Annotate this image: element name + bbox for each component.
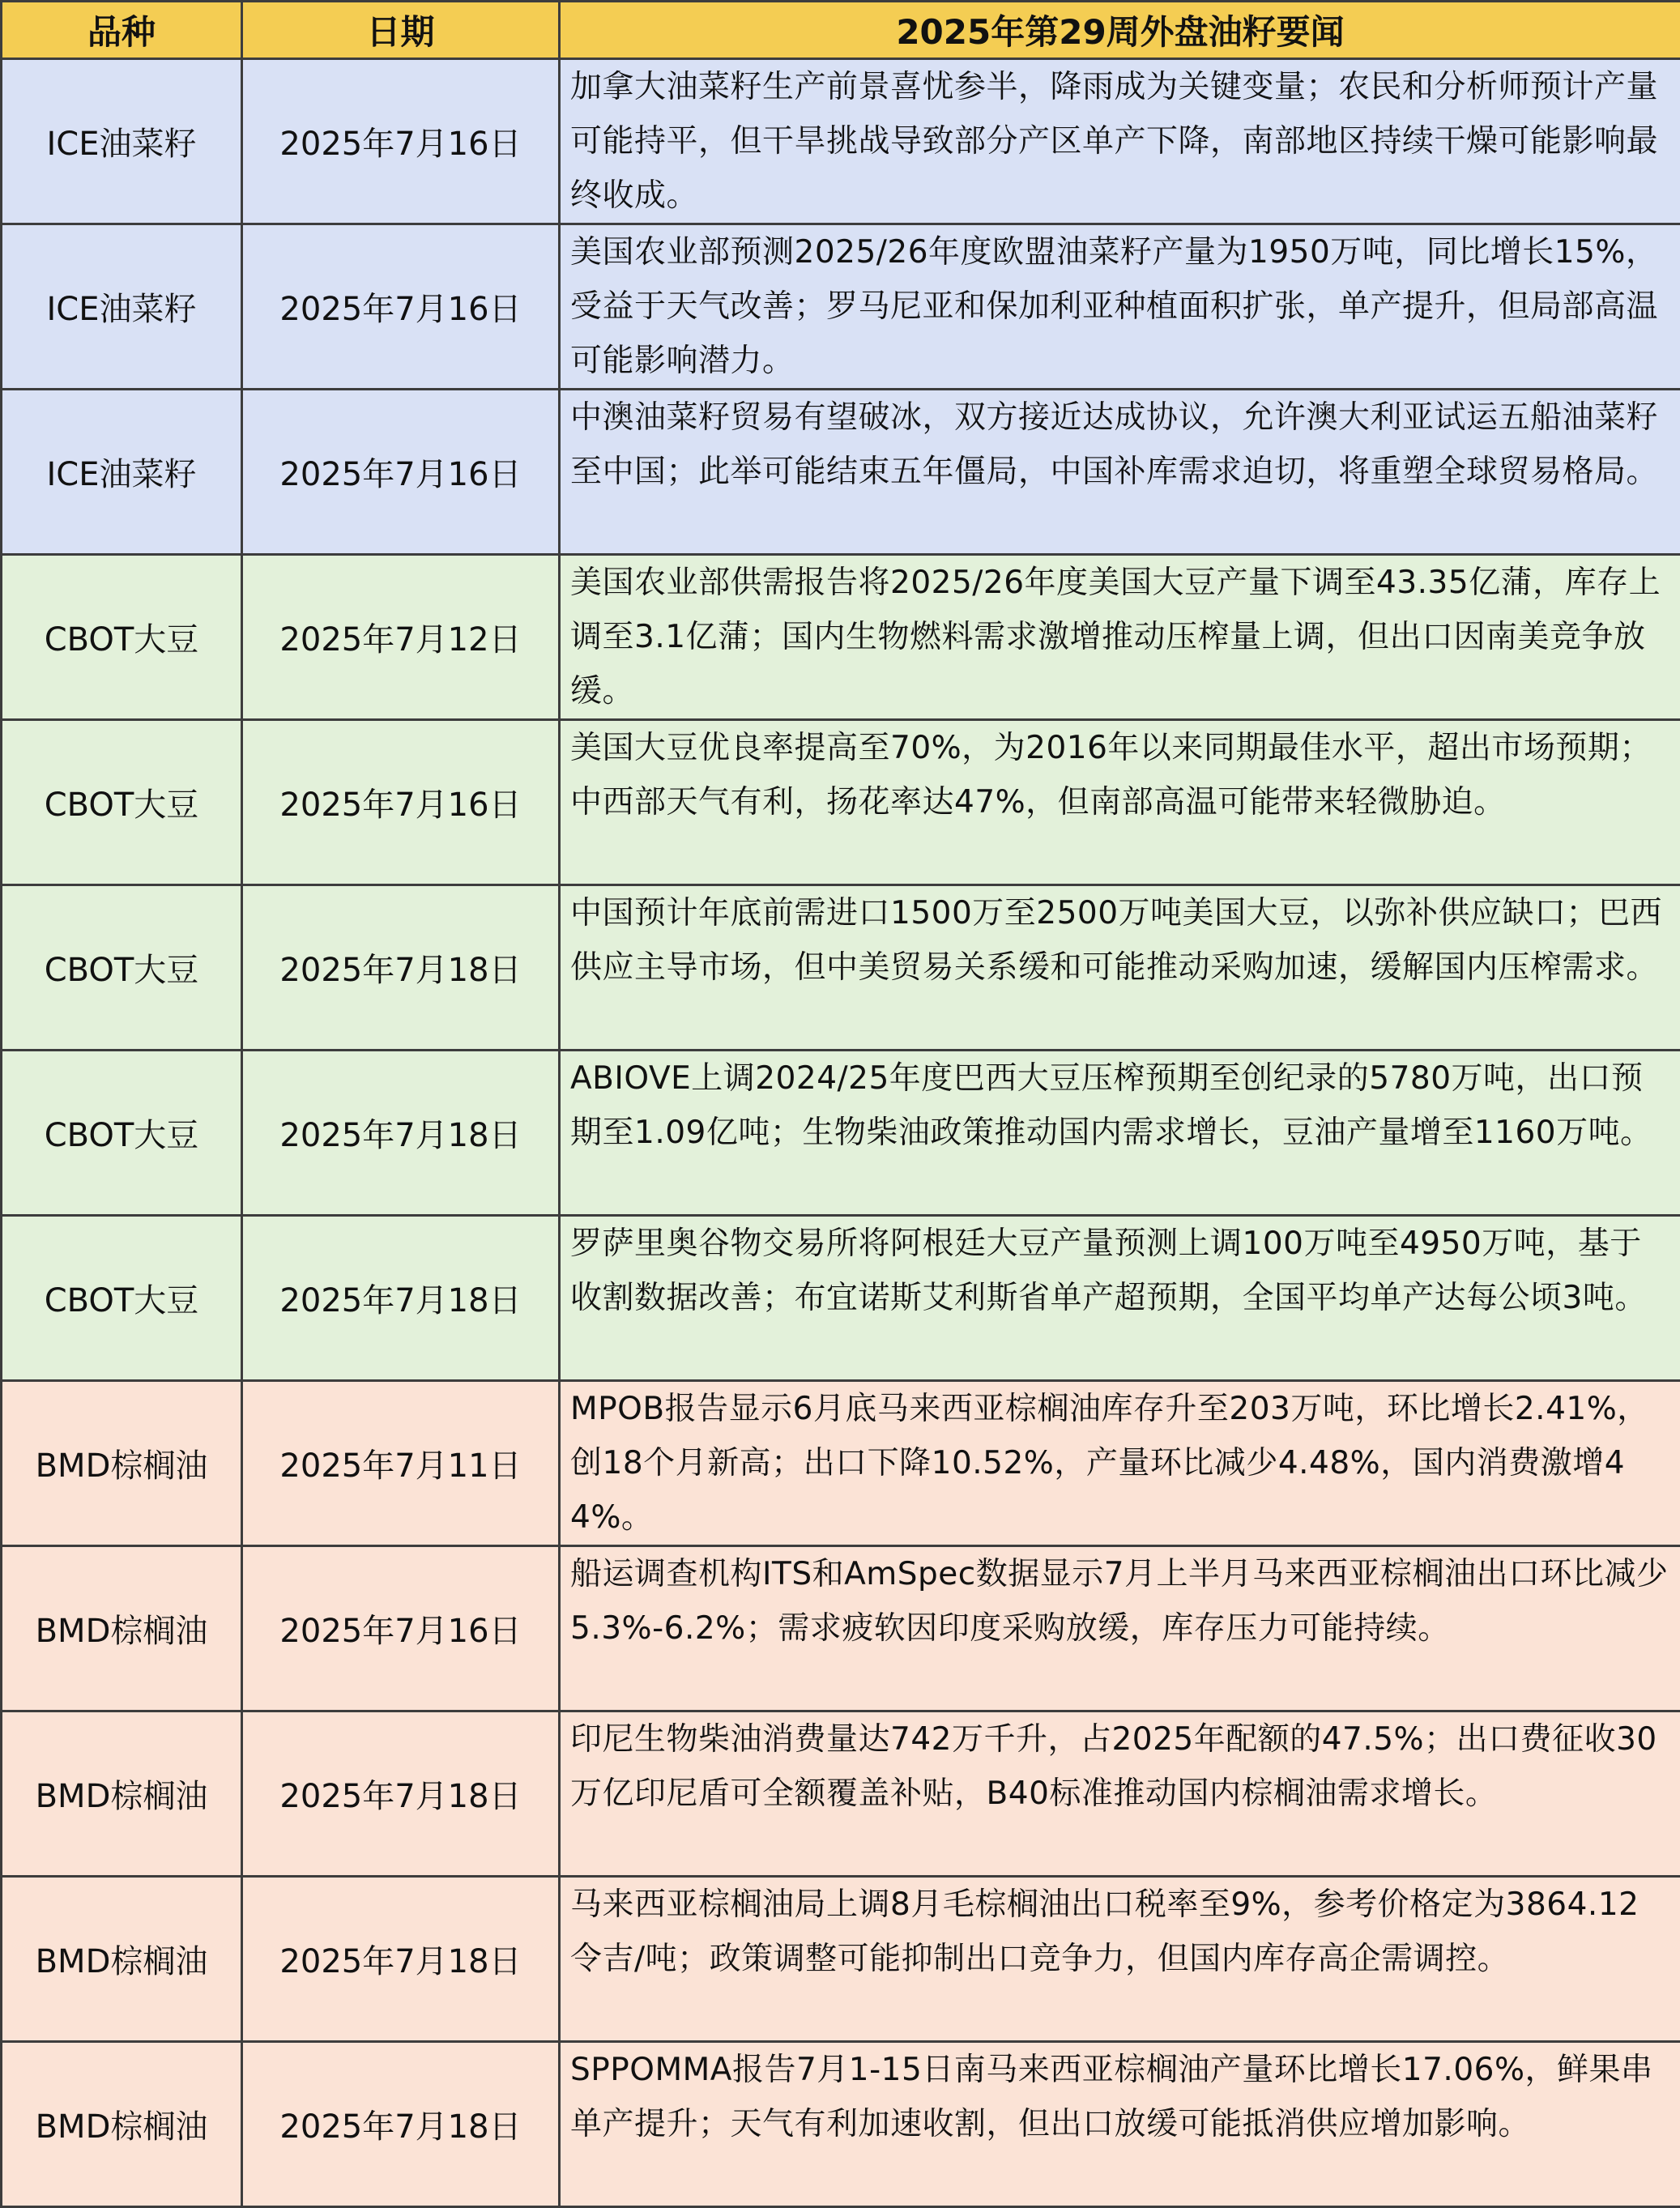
table-row (2, 2042, 1680, 2207)
news-cell: 美国农业部供需报告将2025/26年度美国大豆产量下调至43.35亿蒲，库存上调至3.1亿蒲；国内生物燃料需求激增推动压榨量上调，但出口因南美竞争放缓。 (560, 555, 1680, 720)
variety-cell: BMD棕榈油 (2, 1877, 242, 2042)
variety-cell: BMD棕榈油 (2, 1546, 242, 1711)
variety-cell: ICE油菜籽 (2, 390, 242, 555)
date-cell: 2025年7月12日 (242, 555, 560, 720)
date-cell: 2025年7月18日 (242, 1216, 560, 1381)
table-row (2, 390, 1680, 555)
date-cell: 2025年7月11日 (242, 1381, 560, 1546)
header-variety: 品种 (2, 2, 242, 59)
table-row (2, 555, 1680, 720)
table-row (2, 224, 1680, 390)
news-cell: 美国农业部预测2025/26年度欧盟油菜籽产量为1950万吨，同比增长15%，受益于天气改善；罗马尼亚和保加利亚种植面积扩张，单产提升，但局部高温可能影响潜力。 (560, 224, 1680, 390)
news-cell: 加拿大油菜籽生产前景喜忧参半，降雨成为关键变量；农民和分析师预计产量可能持平，但干旱挑战导致部分产区单产下降，南部地区持续干燥可能影响最终收成。 (560, 59, 1680, 224)
date-cell: 2025年7月18日 (242, 1877, 560, 2042)
variety-cell: BMD棕榈油 (2, 2042, 242, 2207)
date-cell: 2025年7月16日 (242, 59, 560, 224)
variety-cell: BMD棕榈油 (2, 1381, 242, 1546)
table-row (2, 885, 1680, 1051)
variety-cell: CBOT大豆 (2, 885, 242, 1051)
news-cell: 罗萨里奥谷物交易所将阿根廷大豆产量预测上调100万吨至4950万吨，基于收割数据改善；布宜诺斯艾利斯省单产超预期，全国平均单产达每公顷3吨。 (560, 1216, 1680, 1381)
news-cell: ABIOVE上调2024/25年度巴西大豆压榨预期至创纪录的5780万吨，出口预期至1.09亿吨；生物柴油政策推动国内需求增长，豆油产量增至1160万吨。 (560, 1051, 1680, 1216)
table-row (2, 1877, 1680, 2042)
date-cell: 2025年7月18日 (242, 1051, 560, 1216)
table-row (2, 59, 1680, 224)
table-row (2, 1381, 1680, 1546)
variety-cell: BMD棕榈油 (2, 1711, 242, 1877)
date-cell: 2025年7月18日 (242, 885, 560, 1051)
news-cell: 美国大豆优良率提高至70%，为2016年以来同期最佳水平，超出市场预期；中西部天气有利，扬花率达47%，但南部高温可能带来轻微胁迫。 (560, 720, 1680, 885)
header-date: 日期 (242, 2, 560, 59)
news-cell: 中澳油菜籽贸易有望破冰，双方接近达成协议，允许澳大利亚试运五船油菜籽至中国；此举可能结束五年僵局，中国补库需求迫切，将重塑全球贸易格局。 (560, 390, 1680, 555)
table-body (2, 59, 1680, 2207)
news-cell: SPPOMMA报告7月1-15日南马来西亚棕榈油产量环比增长17.06%，鲜果串单产提升；天气有利加速收割，但出口放缓可能抵消供应增加影响。 (560, 2042, 1680, 2207)
date-cell: 2025年7月16日 (242, 1546, 560, 1711)
variety-cell: CBOT大豆 (2, 1216, 242, 1381)
date-cell: 2025年7月16日 (242, 720, 560, 885)
variety-cell: ICE油菜籽 (2, 59, 242, 224)
table-row (2, 1051, 1680, 1216)
table-row (2, 720, 1680, 885)
date-cell: 2025年7月16日 (242, 224, 560, 390)
variety-cell: ICE油菜籽 (2, 224, 242, 390)
news-cell: 船运调查机构ITS和AmSpec数据显示7月上半月马来西亚棕榈油出口环比减少5.3%-6.2%；需求疲软因印度采购放缓，库存压力可能持续。 (560, 1546, 1680, 1711)
table-row (2, 1711, 1680, 1877)
variety-cell: CBOT大豆 (2, 1051, 242, 1216)
table-row (2, 1216, 1680, 1381)
table-row (2, 1546, 1680, 1711)
date-cell: 2025年7月16日 (242, 390, 560, 555)
news-cell: 印尼生物柴油消费量达742万千升，占2025年配额的47.5%；出口费征收30万亿印尼盾可全额覆盖补贴，B40标准推动国内棕榈油需求增长。 (560, 1711, 1680, 1877)
news-cell: MPOB报告显示6月底马来西亚棕榈油库存升至203万吨，环比增长2.41%，创18个月新高；出口下降10.52%，产量环比减少4.48%，国内消费激增44%。 (560, 1381, 1680, 1546)
news-cell: 马来西亚棕榈油局上调8月毛棕榈油出口税率至9%，参考价格定为3864.12令吉/吨；政策调整可能抑制出口竞争力，但国内库存高企需调控。 (560, 1877, 1680, 2042)
date-cell: 2025年7月18日 (242, 1711, 560, 1877)
date-cell: 2025年7月18日 (242, 2042, 560, 2207)
variety-cell: CBOT大豆 (2, 555, 242, 720)
header-news-title: 2025年第29周外盘油籽要闻 (560, 2, 1680, 59)
news-cell: 中国预计年底前需进口1500万至2500万吨美国大豆，以弥补供应缺口；巴西供应主导市场，但中美贸易关系缓和可能推动采购加速，缓解国内压榨需求。 (560, 885, 1680, 1051)
variety-cell: CBOT大豆 (2, 720, 242, 885)
header-row (2, 2, 1680, 59)
